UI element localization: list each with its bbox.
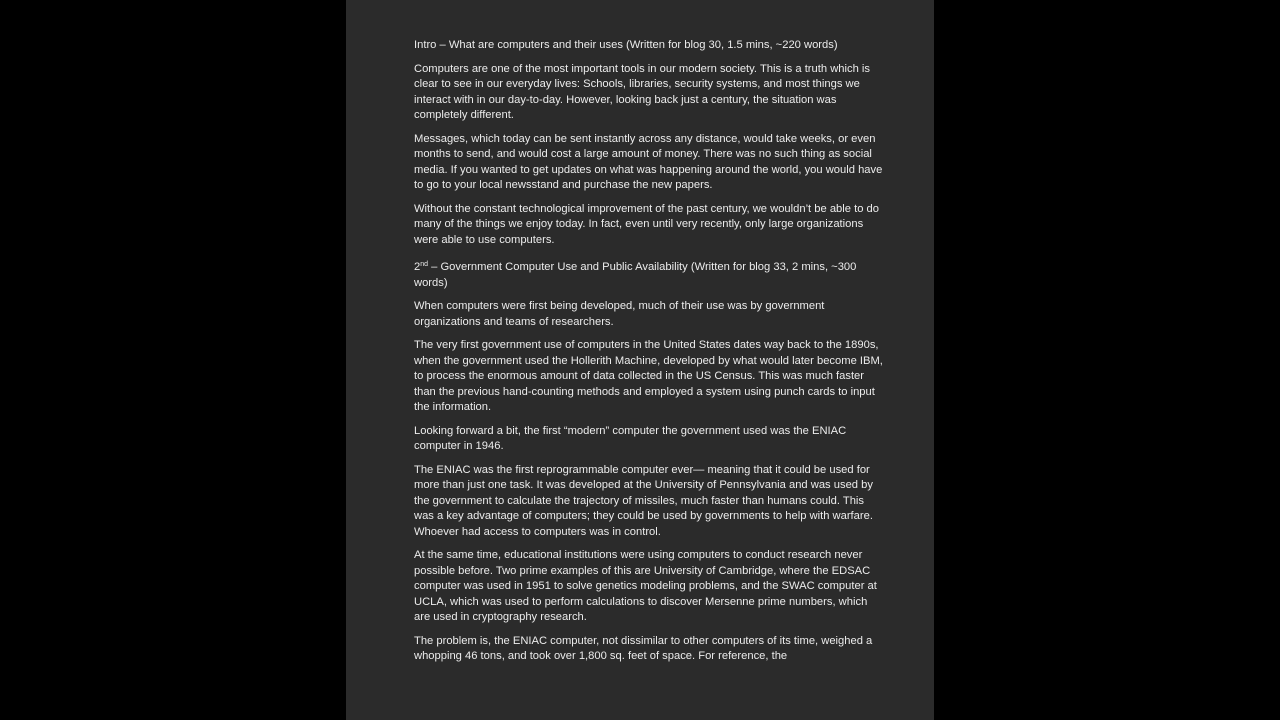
paragraph: Without the constant technological improvement of the past century, we wouldn’t be able to do many of the things we enjoy today. In fact, even until very recently, only large organizations were able to use computers.	[414, 202, 879, 246]
paragraph: The ENIAC was the first reprogrammable computer ever— meaning that it could be used for more than just one task. It was developed at the University of Pennsylvania and was used by the government to calculate the trajectory of missiles, much faster than humans could. This was a key advantage of computers; they could be used by governments to help with warfare. Whoever had access to computers was in control.	[414, 463, 873, 538]
section2-heading-number: 2	[414, 261, 421, 273]
document-page	[346, 0, 934, 720]
paragraph: Looking forward a bit, the first “modern” computer the government used was the ENIAC computer in 1946.	[414, 424, 847, 452]
paragraph: Computers are one of the most important tools in our modern society. This is a truth which is clear to see in our everyday lives: Schools, libraries, security systems, and most things we interact with in our day-to-day. However, looking back just a century, the situation was completely different.	[414, 62, 870, 121]
section2-heading-suffix: nd	[420, 261, 429, 268]
section1-heading: Intro – What are computers and their uses (Written for blog 30, 1.5 mins, ~220 words)	[414, 39, 838, 51]
paragraph: The problem is, the ENIAC computer, not dissimilar to other computers of its time, weighed a whopping 46 tons, and took over 1,800 sq. feet of space. For reference, the	[414, 634, 873, 662]
section2-heading-text: – Government Computer Use and Public Availability (Written for blog 33, 2 mins, ~300 words)	[414, 261, 857, 289]
paragraph: The very first government use of computers in the United States dates way back to the 1890s, when the government used the Hollerith Machine, developed by what would later become IBM, to process the enormous amount of data collected in the US Census. This was much faster than the previous hand-counting methods and employed a system using punch cards to input the information.	[414, 339, 883, 413]
section2-heading	[414, 260, 884, 291]
paragraph: When computers were first being developed, much of their use was by government organizations and teams of researchers.	[414, 300, 825, 328]
paragraph: At the same time, educational institutions were using computers to conduct research never possible before. Two prime examples of this are University of Cambridge, where the EDSAC computer was used in 1951 to solve genetics modeling problems, and the SWAC computer at UCLA, which was used to perform calculations to discover Mersenne prime numbers, which are used in cryptography research.	[414, 549, 877, 623]
document-body[interactable]	[414, 38, 884, 673]
paragraph: Messages, which today can be sent instantly across any distance, would take weeks, or even months to send, and would cost a large amount of money. There was no such thing as social media. If you wanted to get updates on what was happening around the world, you would have to go to your local newsstand and purchase the new papers.	[414, 132, 883, 191]
